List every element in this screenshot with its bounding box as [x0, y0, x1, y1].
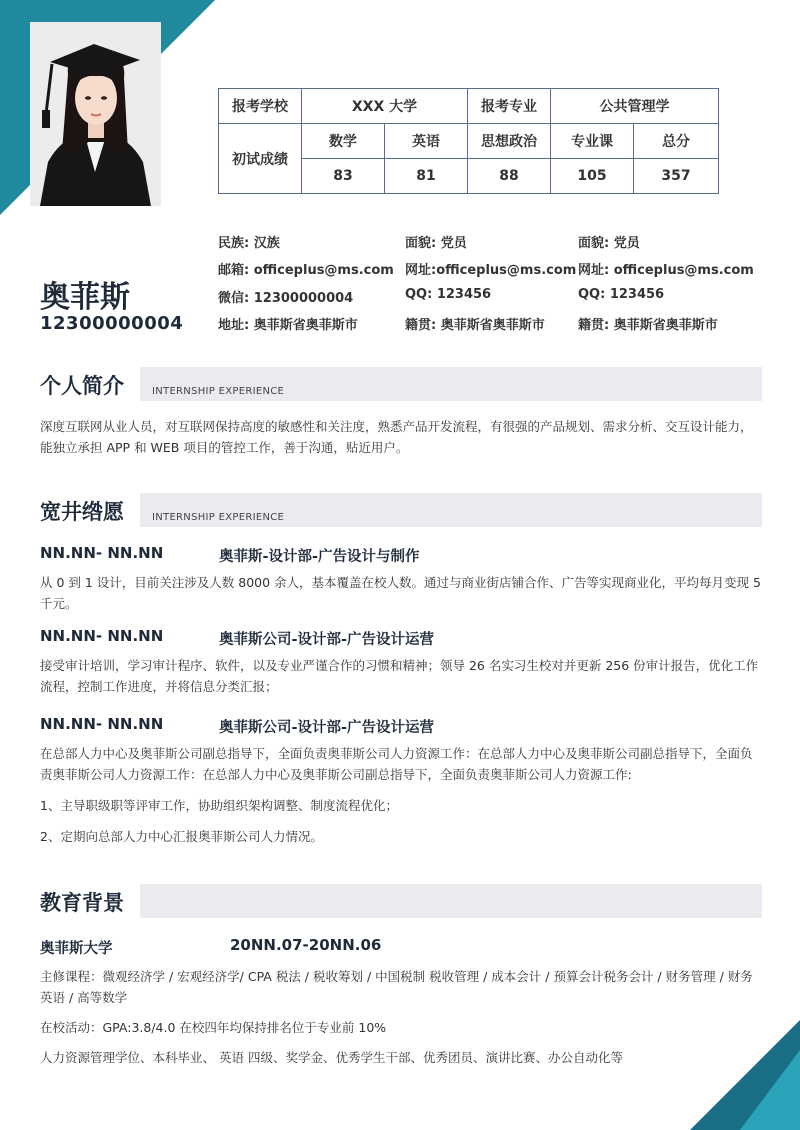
score-value: 105 — [551, 159, 634, 194]
subject-header: 专业课 — [551, 124, 634, 159]
education-honors: 人力资源管理学位、本科毕业、 英语 四级、奖学金、优秀学生干部、优秀团员、演讲比赛、办公自动化等 — [40, 1050, 623, 1065]
profile-photo — [30, 22, 161, 206]
score-value: 81 — [385, 159, 468, 194]
education-date: 20NN.07-20NN.06 — [230, 936, 382, 954]
initial-score-label: 初试成绩 — [219, 124, 302, 194]
education-activities: 在校活动：GPA:3.8/4.0 在校四年均保持排名位于专业前 10% — [40, 1020, 387, 1035]
subject-header: 英语 — [385, 124, 468, 159]
info-political-status: 面貌: 党员 — [578, 236, 640, 251]
candidate-phone: 12300000004 — [40, 313, 184, 334]
school-value: XXX 大学 — [302, 89, 468, 124]
job-date: NN.NN- NN.NN — [40, 544, 164, 562]
info-native-place: 籍贯: 奥菲斯省奥菲斯市 — [405, 318, 545, 333]
job-title: 奥菲斯-设计部-广告设计与制作 — [219, 549, 420, 565]
info-ethnicity: 民族: 汉族 — [218, 236, 280, 251]
section-title-education: 教育背景 — [40, 891, 124, 915]
job-description: 从 0 到 1 设计，目前关注涉及人数 8000 余人，基本覆盖在校人数。通过与商业街店铺合作、广告等实现商业化，平均每月变现 5 千元。 — [40, 575, 761, 611]
job-title: 奥菲斯公司-设计部-广告设计运营 — [219, 720, 435, 736]
subject-header: 数学 — [302, 124, 385, 159]
intro-text: 深度互联网从业人员，对互联网保持高度的敏感性和关注度，熟悉产品开发流程，有很强的产品规划、需求分析、交互设计能力，能独立承担 APP 和 WEB 项目的管控工作，善于沟通，贴近用户。 — [40, 419, 753, 455]
subject-header: 思想政治 — [468, 124, 551, 159]
education-courses: 主修课程：微观经济学 / 宏观经济学/ CPA 税法 / 税收筹划 / 中国税制 税收管理 / 成本会计 / 预算会计税务会计 / 财务管理 / 财务英语 / 高等数学 — [40, 969, 753, 1005]
job-title: 奥菲斯公司-设计部-广告设计运营 — [219, 632, 435, 648]
major-value: 公共管理学 — [551, 89, 719, 124]
school-label: 报考学校 — [219, 89, 302, 124]
section-subtitle: INTERNSHIP EXPERIENCE — [152, 386, 285, 397]
info-website: 网址: officeplus@ms.com — [578, 263, 754, 278]
info-qq: QQ: 123456 — [578, 287, 665, 302]
job-description: 在总部人力中心及奥菲斯公司副总指导下，全面负责奥菲斯公司人力资源工作：在总部人力中心及奥菲斯公司副总指导下，全面负责奥菲斯公司人力资源工作：在总部人力中心及奥菲斯公司副总指导下，全面负责奥菲斯公司人力资源工作: — [40, 746, 753, 782]
exam-score-table — [218, 88, 719, 194]
job-item: 2、定期向总部人力中心汇报奥菲斯公司人力情况。 — [40, 829, 323, 844]
section-subtitle: INTERNSHIP EXPERIENCE — [152, 512, 285, 523]
info-qq: QQ: 123456 — [405, 287, 492, 302]
job-date: NN.NN- NN.NN — [40, 627, 164, 645]
info-address: 地址: 奥菲斯省奥菲斯市 — [218, 318, 358, 333]
job-description: 接受审计培训，学习审计程序、软件，以及专业严谨合作的习惯和精神；领导 26 名实习生校对并更新 256 份审计报告，优化工作流程，控制工作进度，并将信息分类汇报； — [40, 658, 759, 694]
score-value: 357 — [634, 159, 719, 194]
section-title-experience: 宽井绺愿 — [40, 500, 124, 524]
score-value: 88 — [468, 159, 551, 194]
info-wechat: 微信: 12300000004 — [218, 291, 354, 306]
job-item: 1、主导职级职等评审工作，协助组织架构调整、制度流程优化； — [40, 798, 398, 813]
job-date: NN.NN- NN.NN — [40, 715, 164, 733]
info-native-place: 籍贯: 奥菲斯省奥菲斯市 — [578, 318, 718, 333]
section-title-intro: 个人简介 — [40, 374, 124, 398]
info-website: 网址:officeplus@ms.com — [405, 263, 577, 278]
info-political-status: 面貌: 党员 — [405, 236, 467, 251]
score-value: 83 — [302, 159, 385, 194]
section-header-bar — [140, 884, 762, 918]
subject-header: 总分 — [634, 124, 719, 159]
education-school: 奥菲斯大学 — [40, 941, 113, 957]
info-email: 邮箱: officeplus@ms.com — [218, 263, 394, 278]
major-label: 报考专业 — [468, 89, 551, 124]
graduate-portrait-image — [30, 22, 161, 206]
candidate-name: 奥菲斯 — [40, 280, 130, 315]
